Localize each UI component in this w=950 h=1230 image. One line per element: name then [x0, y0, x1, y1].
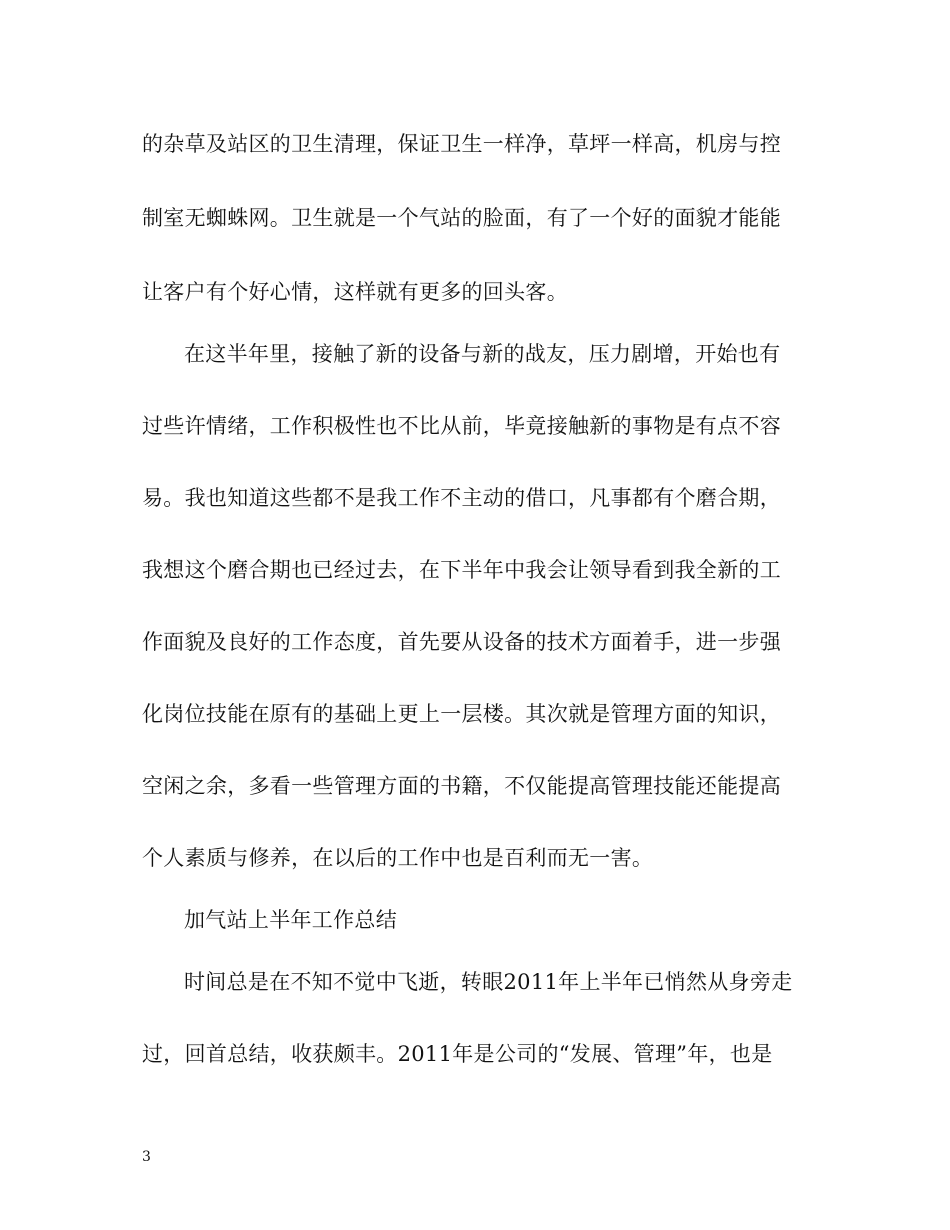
body-text-line: 作面貌及良好的工作态度，首先要从设备的技术方面着手，进一步强	[142, 630, 781, 654]
body-text-line: 空闲之余，多看一些管理方面的书籍，不仅能提高管理技能还能提高	[142, 774, 781, 798]
body-text-line: 个人素质与修养，在以后的工作中也是百利而无一害。	[142, 846, 654, 870]
body-text-line: 的杂草及站区的卫生清理，保证卫生一样净，草坪一样高，机房与控	[142, 132, 781, 156]
body-text-line: 时间总是在不知不觉中飞逝，转眼2011年上半年已悄然从身旁走	[184, 970, 793, 994]
body-text-line: 我想这个磨合期也已经过去，在下半年中我会让领导看到我全新的工	[142, 558, 781, 582]
body-text-line: 让客户有个好心情，这样就有更多的回头客。	[142, 280, 568, 304]
page-number: 3	[142, 1149, 151, 1165]
body-text-line: 化岗位技能在原有的基础上更上一层楼。其次就是管理方面的知识，	[142, 702, 781, 726]
body-text-line: 过，回首总结，收获颇丰。2011年是公司的“发展、管理”年，也是	[142, 1042, 773, 1066]
body-text-line: 易。我也知道这些都不是我工作不主动的借口，凡事都有个磨合期，	[142, 486, 781, 510]
section-heading: 加气站上半年工作总结	[184, 908, 397, 932]
body-text-line: 制室无蜘蛛网。卫生就是一个气站的脸面，有了一个好的面貌才能能	[142, 206, 781, 230]
body-text-line: 在这半年里，接触了新的设备与新的战友，压力剧增，开始也有	[184, 342, 781, 366]
body-text-line: 过些许情绪，工作积极性也不比从前，毕竟接触新的事物是有点不容	[142, 414, 781, 438]
